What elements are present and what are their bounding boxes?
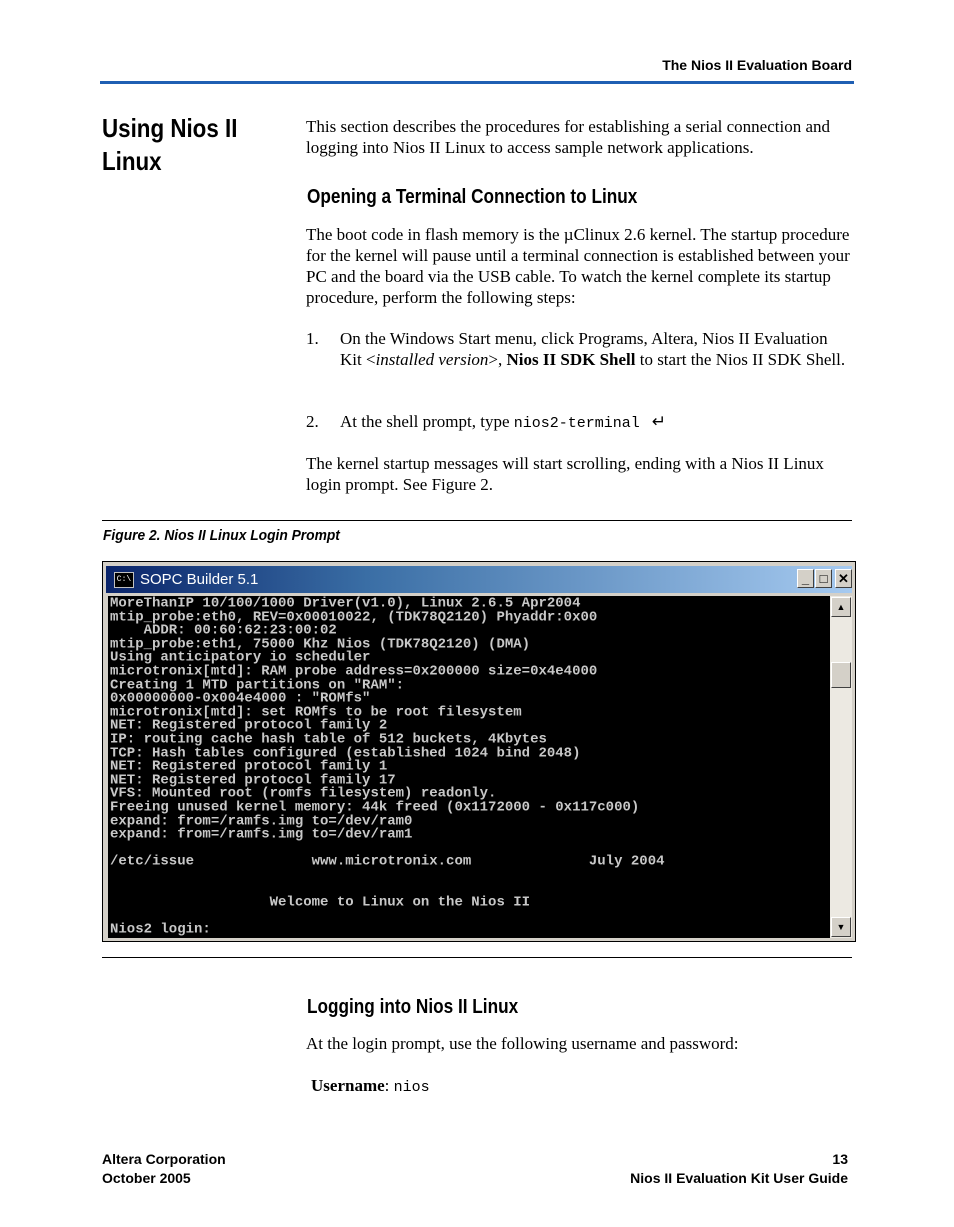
figure-caption: Figure 2. Nios II Linux Login Prompt	[103, 527, 340, 544]
footer-company: Altera Corporation	[102, 1151, 226, 1167]
console-line: expand: from=/ramfs.img to=/dev/ram0	[110, 813, 413, 830]
console-output[interactable]	[108, 596, 830, 938]
section-title-line1: Using Nios II	[102, 113, 238, 143]
section-title	[102, 112, 265, 178]
username-value: nios	[393, 1079, 430, 1096]
username-separator: :	[384, 1076, 394, 1095]
figure-top-rule	[102, 520, 852, 521]
console-line: mtip_probe:eth0, REV=0x00010022, (TDK78Q2120) Phyaddr:0x00	[110, 609, 598, 626]
console-line: TCP: Hash tables configured (established 1024 bind 2048)	[110, 745, 581, 762]
console-line: NET: Registered protocol family 2	[110, 718, 388, 734]
footer-right	[630, 1150, 848, 1188]
scroll-down-icon[interactable]: ▼	[831, 917, 851, 937]
step-1-text-a: On the Windows Start menu, click Programs, Altera, Nios II Evaluation Kit <	[340, 329, 828, 369]
step-1-number: 1.	[306, 329, 319, 348]
console-line: microtronix[mtd]: set ROMfs to be root filesystem	[110, 704, 522, 721]
step-1-text-c: to start the Nios II SDK Shell.	[635, 350, 846, 369]
console-icon: C:\	[114, 572, 134, 588]
figure-bottom-rule	[102, 957, 852, 958]
console-scrollbar[interactable]	[830, 596, 852, 938]
enter-key-icon: ↵	[651, 412, 667, 431]
closing-paragraph: The kernel startup messages will start scrolling, ending with a Nios II Linux login prompt. See Figure 2.	[306, 454, 824, 494]
window-titlebar[interactable]	[106, 566, 852, 593]
console-line: mtip_probe:eth1, 75000 Khz Nios (TDK78Q2120) (DMA)	[110, 636, 531, 653]
step-2-code: nios2-terminal	[513, 415, 640, 432]
close-button[interactable]: ✕	[835, 569, 852, 588]
step-1-text	[340, 328, 852, 370]
section-title-line2: Linux	[102, 146, 162, 176]
console-line: IP: routing cache hash table of 512 buckets, 4Kbytes	[110, 732, 547, 748]
console-line: 0x00000000-0x004e4000 : "ROMfs"	[110, 691, 371, 707]
window-title: SOPC Builder 5.1	[140, 571, 259, 588]
username-label: Username	[311, 1076, 385, 1095]
console-window	[102, 561, 856, 942]
console-line: expand: from=/ramfs.img to=/dev/ram1	[110, 827, 413, 843]
console-line: NET: Registered protocol family 1	[110, 759, 388, 775]
scroll-thumb[interactable]	[831, 662, 851, 688]
console-line: /etc/issue www.microtronix.com July 2004	[110, 854, 665, 870]
username-line	[311, 1075, 861, 1098]
minimize-button[interactable]: _	[797, 569, 814, 588]
console-line: microtronix[mtd]: RAM probe address=0x200000 size=0x4e4000	[110, 664, 598, 680]
step-1-text-b: >,	[488, 350, 507, 369]
console-line: Freeing unused kernel memory: 44k freed (0x1172000 - 0x117c000)	[110, 800, 640, 816]
console-line: Creating 1 MTD partitions on "RAM":	[110, 677, 405, 694]
footer-doc-title: Nios II Evaluation Kit User Guide	[630, 1170, 848, 1186]
step-1-bold: Nios II SDK Shell	[506, 350, 636, 369]
console-line: ADDR: 00:60:62:23:00:02	[110, 623, 337, 639]
console-line: Using anticipatory io scheduler	[110, 650, 371, 666]
step-2-text-a: At the shell prompt, type	[340, 412, 514, 431]
console-line: MoreThanIP 10/100/1000 Driver(v1.0), Linux 2.6.5 Apr2004	[110, 596, 581, 612]
footer-date: October 2005	[102, 1170, 191, 1186]
page-number: 13	[832, 1151, 848, 1167]
login-paragraph: At the login prompt, use the following username and password:	[306, 1034, 739, 1053]
running-header: The Nios II Evaluation Board	[662, 57, 852, 73]
console-line: VFS: Mounted root (romfs filesystem) readonly.	[110, 786, 497, 802]
console-line: NET: Registered protocol family 17	[110, 772, 396, 789]
scroll-up-icon[interactable]: ▲	[831, 597, 851, 617]
step-1-italic: installed version	[375, 350, 489, 369]
section-intro: This section describes the procedures for establishing a serial connection and logging into Nios II Linux to access sample network applications.	[306, 117, 830, 157]
step-2-text	[340, 411, 852, 434]
terminal-heading: Opening a Terminal Connection to Linux	[307, 186, 638, 208]
header-rule	[100, 81, 854, 84]
login-heading: Logging into Nios II Linux	[307, 996, 519, 1018]
terminal-paragraph: The boot code in flash memory is the µClinux 2.6 kernel. The startup procedure for the kernel will pause until a terminal connection is established between your PC and the board via the USB cable. To watch the kernel complete its startup procedure, perform the following steps:	[306, 225, 850, 307]
maximize-button[interactable]: □	[815, 569, 832, 588]
console-line: Nios2 login:	[110, 922, 211, 938]
step-2-number: 2.	[306, 412, 319, 431]
console-line: Welcome to Linux on the Nios II	[110, 895, 531, 911]
footer-left	[102, 1150, 226, 1188]
